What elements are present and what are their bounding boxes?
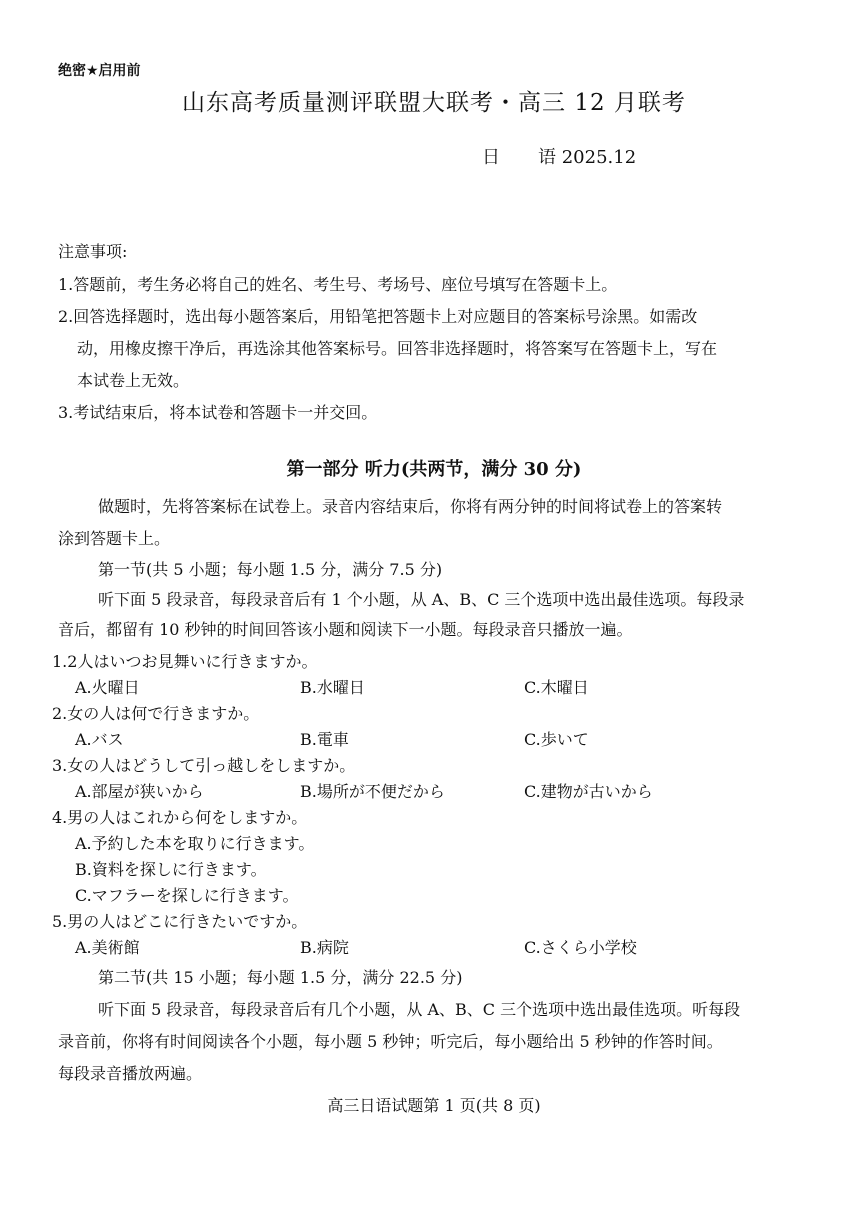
subject-date: 语 2025.12 <box>538 147 637 168</box>
part-1-intro-line-1: 做题时，先将答案标在试卷上。录音内容结束后，你将有两分钟的时间将试卷上的答案转 <box>98 497 723 516</box>
question-2-option-b: B.電車 <box>300 730 349 749</box>
confidential-label: 绝密★启用前 <box>58 63 141 79</box>
exam-title: 山东高考质量测评联盟大联考・高三 12 月联考 <box>182 90 686 116</box>
notice-heading: 注意事项: <box>58 242 128 261</box>
question-2-option-a: A.バス <box>75 730 124 749</box>
section-2-title: 第二节(共 15 小题；每小题 1.5 分，满分 22.5 分) <box>98 968 463 987</box>
section-1-title: 第一节(共 5 小题；每小题 1.5 分，满分 7.5 分) <box>98 560 443 579</box>
question-4-stem: 4.男の人はこれから何をしますか。 <box>52 808 308 827</box>
notice-item-2-line-1: 2.回答选择题时，选出每小题答案后，用铅笔把答题卡上对应题目的答案标号涂黑。如需改 <box>58 307 698 326</box>
question-1-stem: 1.2人はいつお見舞いに行きますか。 <box>52 652 318 671</box>
section-2-instruction-line-3: 每段录音播放两遍。 <box>58 1064 203 1083</box>
question-3-option-c: C.建物が古いから <box>524 782 653 801</box>
question-3-option-a: A.部屋が狭いから <box>75 782 204 801</box>
question-1-option-b: B.水曜日 <box>300 678 365 697</box>
question-1-option-c: C.木曜日 <box>524 678 589 697</box>
question-5-option-a: A.美術館 <box>75 938 140 957</box>
notice-item-3: 3.考试结束后，将本试卷和答题卡一并交回。 <box>58 403 378 422</box>
notice-item-2-line-3: 本试卷上无效。 <box>77 371 190 390</box>
question-4-option-a: A.予約した本を取りに行きます。 <box>75 834 315 853</box>
subject-char: 日 <box>482 147 500 168</box>
section-2-instruction-line-2: 录音前，你将有时间阅读各个小题，每小题 5 秒钟；听完后，每小题给出 5 秒钟的作答时间。 <box>58 1032 723 1051</box>
part-1-title: 第一部分 听力(共两节，满分 30 分) <box>286 459 582 480</box>
question-4-option-c: C.マフラーを探しに行きます。 <box>75 886 299 905</box>
question-4-option-b: B.資料を探しに行きます。 <box>75 860 267 879</box>
question-2-stem: 2.女の人は何で行きますか。 <box>52 704 260 723</box>
section-1-instruction-line-2: 音后，都留有 10 秒钟的时间回答该小题和阅读下一小题。每段录音只播放一遍。 <box>58 620 633 639</box>
notice-item-2-line-2: 动，用橡皮擦干净后，再选涂其他答案标号。回答非选择题时，将答案写在答题卡上，写在 <box>77 339 718 358</box>
page-footer: 高三日语试题第 1 页(共 8 页) <box>327 1096 541 1115</box>
question-2-option-c: C.歩いて <box>524 730 589 749</box>
section-2-instruction-line-1: 听下面 5 段录音，每段录音后有几个小题，从 A、B、C 三个选项中选出最佳选项。听每段 <box>98 1000 741 1019</box>
question-3-stem: 3.女の人はどうして引っ越しをしますか。 <box>52 756 356 775</box>
part-1-intro-line-2: 涂到答题卡上。 <box>58 529 171 548</box>
question-3-option-b: B.場所が不便だから <box>300 782 445 801</box>
subject-line <box>482 143 636 169</box>
question-1-option-a: A.火曜日 <box>75 678 140 697</box>
question-5-option-c: C.さくら小学校 <box>524 938 637 957</box>
section-1-instruction-line-1: 听下面 5 段录音，每段录音后有 1 个小题，从 A、B、C 三个选项中选出最佳选项。每段录 <box>98 590 745 609</box>
question-5-option-b: B.病院 <box>300 938 349 957</box>
question-5-stem: 5.男の人はどこに行きたいですか。 <box>52 912 308 931</box>
notice-item-1: 1.答题前，考生务必将自己的姓名、考生号、考场号、座位号填写在答题卡上。 <box>58 275 618 294</box>
